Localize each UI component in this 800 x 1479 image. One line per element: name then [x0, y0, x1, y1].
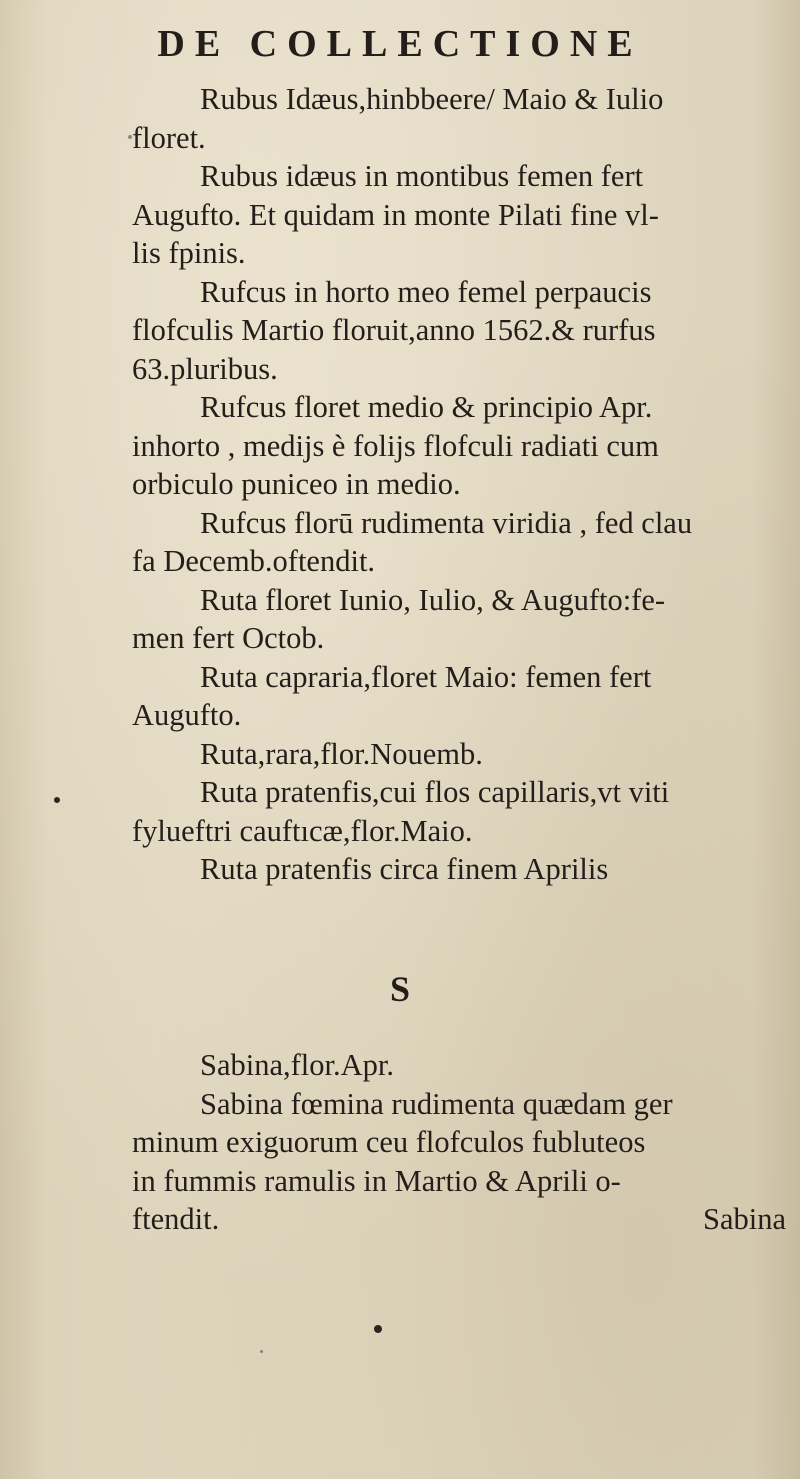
entry-line: orbiculo puniceo in medio. [132, 467, 461, 501]
entry-line: fylueftri cauftıcæ,flor.Maio. [132, 813, 473, 848]
paper-speck [128, 135, 132, 139]
entry-line: minum exiguorum ceu flofculos fubluteos [132, 1125, 646, 1159]
ink-dot [54, 797, 60, 803]
entry-line: 63.pluribus. [132, 351, 278, 386]
entry-line: inhorto , medijs è folijs flofculi radiati cum [132, 428, 659, 463]
final-line [132, 1200, 786, 1239]
entry-line: men fert Octob. [132, 621, 325, 655]
entry-line: flofculis Martio floruit,anno 1562.& rurfus [132, 313, 656, 347]
entry-line: Augufto. Et quidam in monte Pilati fine vl- [132, 197, 659, 232]
entry-line: Rubus idæus in montibus femen fert [200, 159, 644, 193]
entry-line: Ruta pratenfis circa finem Aprilis [200, 852, 609, 886]
entry-line: Rufcus florū rudimenta viridia , fed clau [200, 505, 693, 540]
ink-dot [374, 1325, 382, 1333]
entries-r [132, 80, 786, 889]
entry-line: Rufcus floret medio & principio Apr. [200, 390, 653, 424]
section-heading: S [389, 969, 411, 1009]
catchword: Sabina [702, 1202, 786, 1236]
entries-s [132, 1046, 786, 1239]
entry-line: Sabina fœmina rudimenta quædam ger [200, 1086, 673, 1121]
entry-line-end: ftendit. [132, 1202, 220, 1236]
entry-line: Ruta floret Iunio, Iulio, & Augufto:fe- [200, 582, 666, 617]
entry-line: in fummis ramulis in Martio & Aprili o- [132, 1163, 621, 1198]
running-header: DE COLLECTIONE [157, 23, 643, 65]
entry-line: lis fpinis. [132, 236, 246, 270]
entry-line: Rubus Idæus,hinbbeere/ Maio & Iulio [200, 82, 664, 116]
entry-line: Sabina,flor.Apr. [200, 1048, 394, 1082]
entry-line: Augufto. [132, 698, 242, 732]
entry-line: Ruta pratenfis,cui flos capillaris,vt viti [200, 775, 670, 809]
entry-line: floret. [132, 120, 206, 155]
entry-line: fa Decemb.oftendit. [132, 544, 376, 578]
entry-line: Rufcus in horto meo femel perpaucis [200, 274, 652, 309]
entry-line: Ruta,rara,flor.Nouemb. [200, 736, 483, 771]
paper-speck [260, 1350, 263, 1353]
entry-line: Ruta capraria,floret Maio: femen fert [200, 659, 652, 694]
